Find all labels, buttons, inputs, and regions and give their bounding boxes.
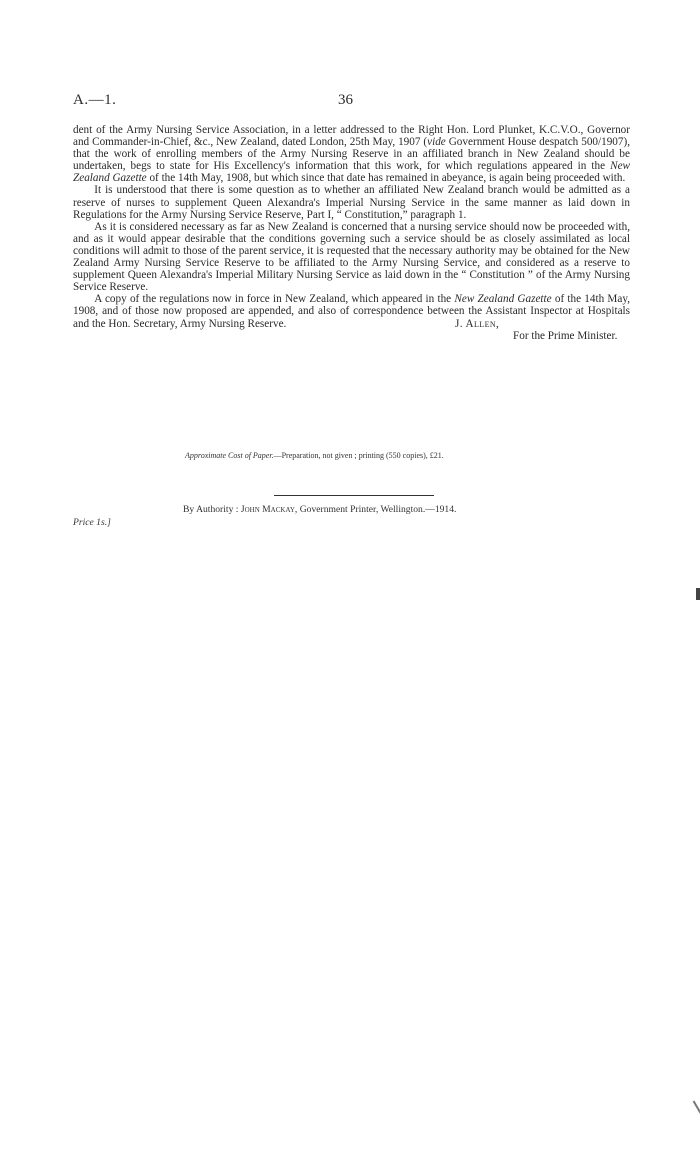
cost-of-paper-note xyxy=(185,451,444,460)
body-paragraph xyxy=(73,221,630,294)
body-paragraph xyxy=(73,184,630,220)
paragraph-text: dent of the Army Nursing Service Association, in a letter addressed to the Right Hon. Lord Plunket, K.C.V.O., Governor and Commander-in-Chief, &c., New Zealand, dated London, 25th May, 1907 ( xyxy=(73,124,630,149)
scan-edge-mark xyxy=(693,1100,700,1113)
body-paragraph xyxy=(73,124,630,184)
document-reference: A.—1. xyxy=(73,92,117,108)
signatory-title: For the Prime Minister. xyxy=(513,330,618,342)
paragraph-text: A copy of the regulations now in force in New Zealand, which appeared in the xyxy=(94,293,455,306)
paragraph-text: As it is considered necessary as far as New Zealand is concerned that a nursing service should now be proceeded with, and as it would appear desirable that the conditions governing such a service should be as closely assimilated as local conditions will admit to those of the parent service, it is requested that the necessary authority may be obtained for the New Zealand Army Nursing Service Reserve to be affiliated to the Army Nursing Service, and considered as a reserve to supplement Queen Alexandra's Imperial Military Nursing Service as laid down in the “ Constitution ” of the Army Nursing Service Reserve. xyxy=(73,220,630,294)
paragraph-text: of the 14th May, 1908, but which since that date has remained in abeyance, is again being proceeded with. xyxy=(146,172,626,185)
authority-suffix: Government Printer, Wellington.—1914. xyxy=(299,504,457,515)
letter-body xyxy=(73,124,630,330)
page-number: 36 xyxy=(338,92,353,108)
cost-text: —Preparation, not given ; printing (550 copies), £21. xyxy=(273,451,444,460)
italic-text: New Zealand Gazette xyxy=(73,160,630,185)
authority-prefix: By Authority : xyxy=(183,504,239,515)
italic-text: vide xyxy=(427,136,446,149)
divider-rule xyxy=(274,495,434,496)
scan-edge-mark xyxy=(696,588,700,600)
printer-name: John Mackay, xyxy=(240,504,298,515)
paragraph-text: Government House despatch 500/1907), that the work of enrolling members of the Army Nursing Reserve in an affiliated branch in New Zealand should be undertaken, begs to state for His Excellency's information that this work, for which regulations appeared in the xyxy=(73,136,631,173)
authority-line xyxy=(183,504,456,515)
italic-text: New Zealand Gazette xyxy=(454,293,552,306)
cost-label: Approximate Cost of Paper. xyxy=(185,451,274,460)
price-note: Price 1s.] xyxy=(73,517,111,528)
page-header xyxy=(73,92,630,112)
paragraph-text: of the 14th May, 1908, and of those now proposed are appended, and also of correspondence between the Assistant Inspector at Hospitals and the Hon. Secretary, Army Nursing Reserve. xyxy=(73,293,631,330)
signatory-name: J. Allen, xyxy=(455,318,500,330)
body-paragraph xyxy=(73,293,630,329)
paragraph-text: It is understood that there is some question as to whether an affiliated New Zealand branch would be admitted as a reserve of nurses to supplement Queen Alexandra's Imperial Nursing Service in the same manner as laid down in Regulations for the Army Nursing Service Reserve, Part I, “ Constitution,” paragraph 1. xyxy=(73,184,630,221)
